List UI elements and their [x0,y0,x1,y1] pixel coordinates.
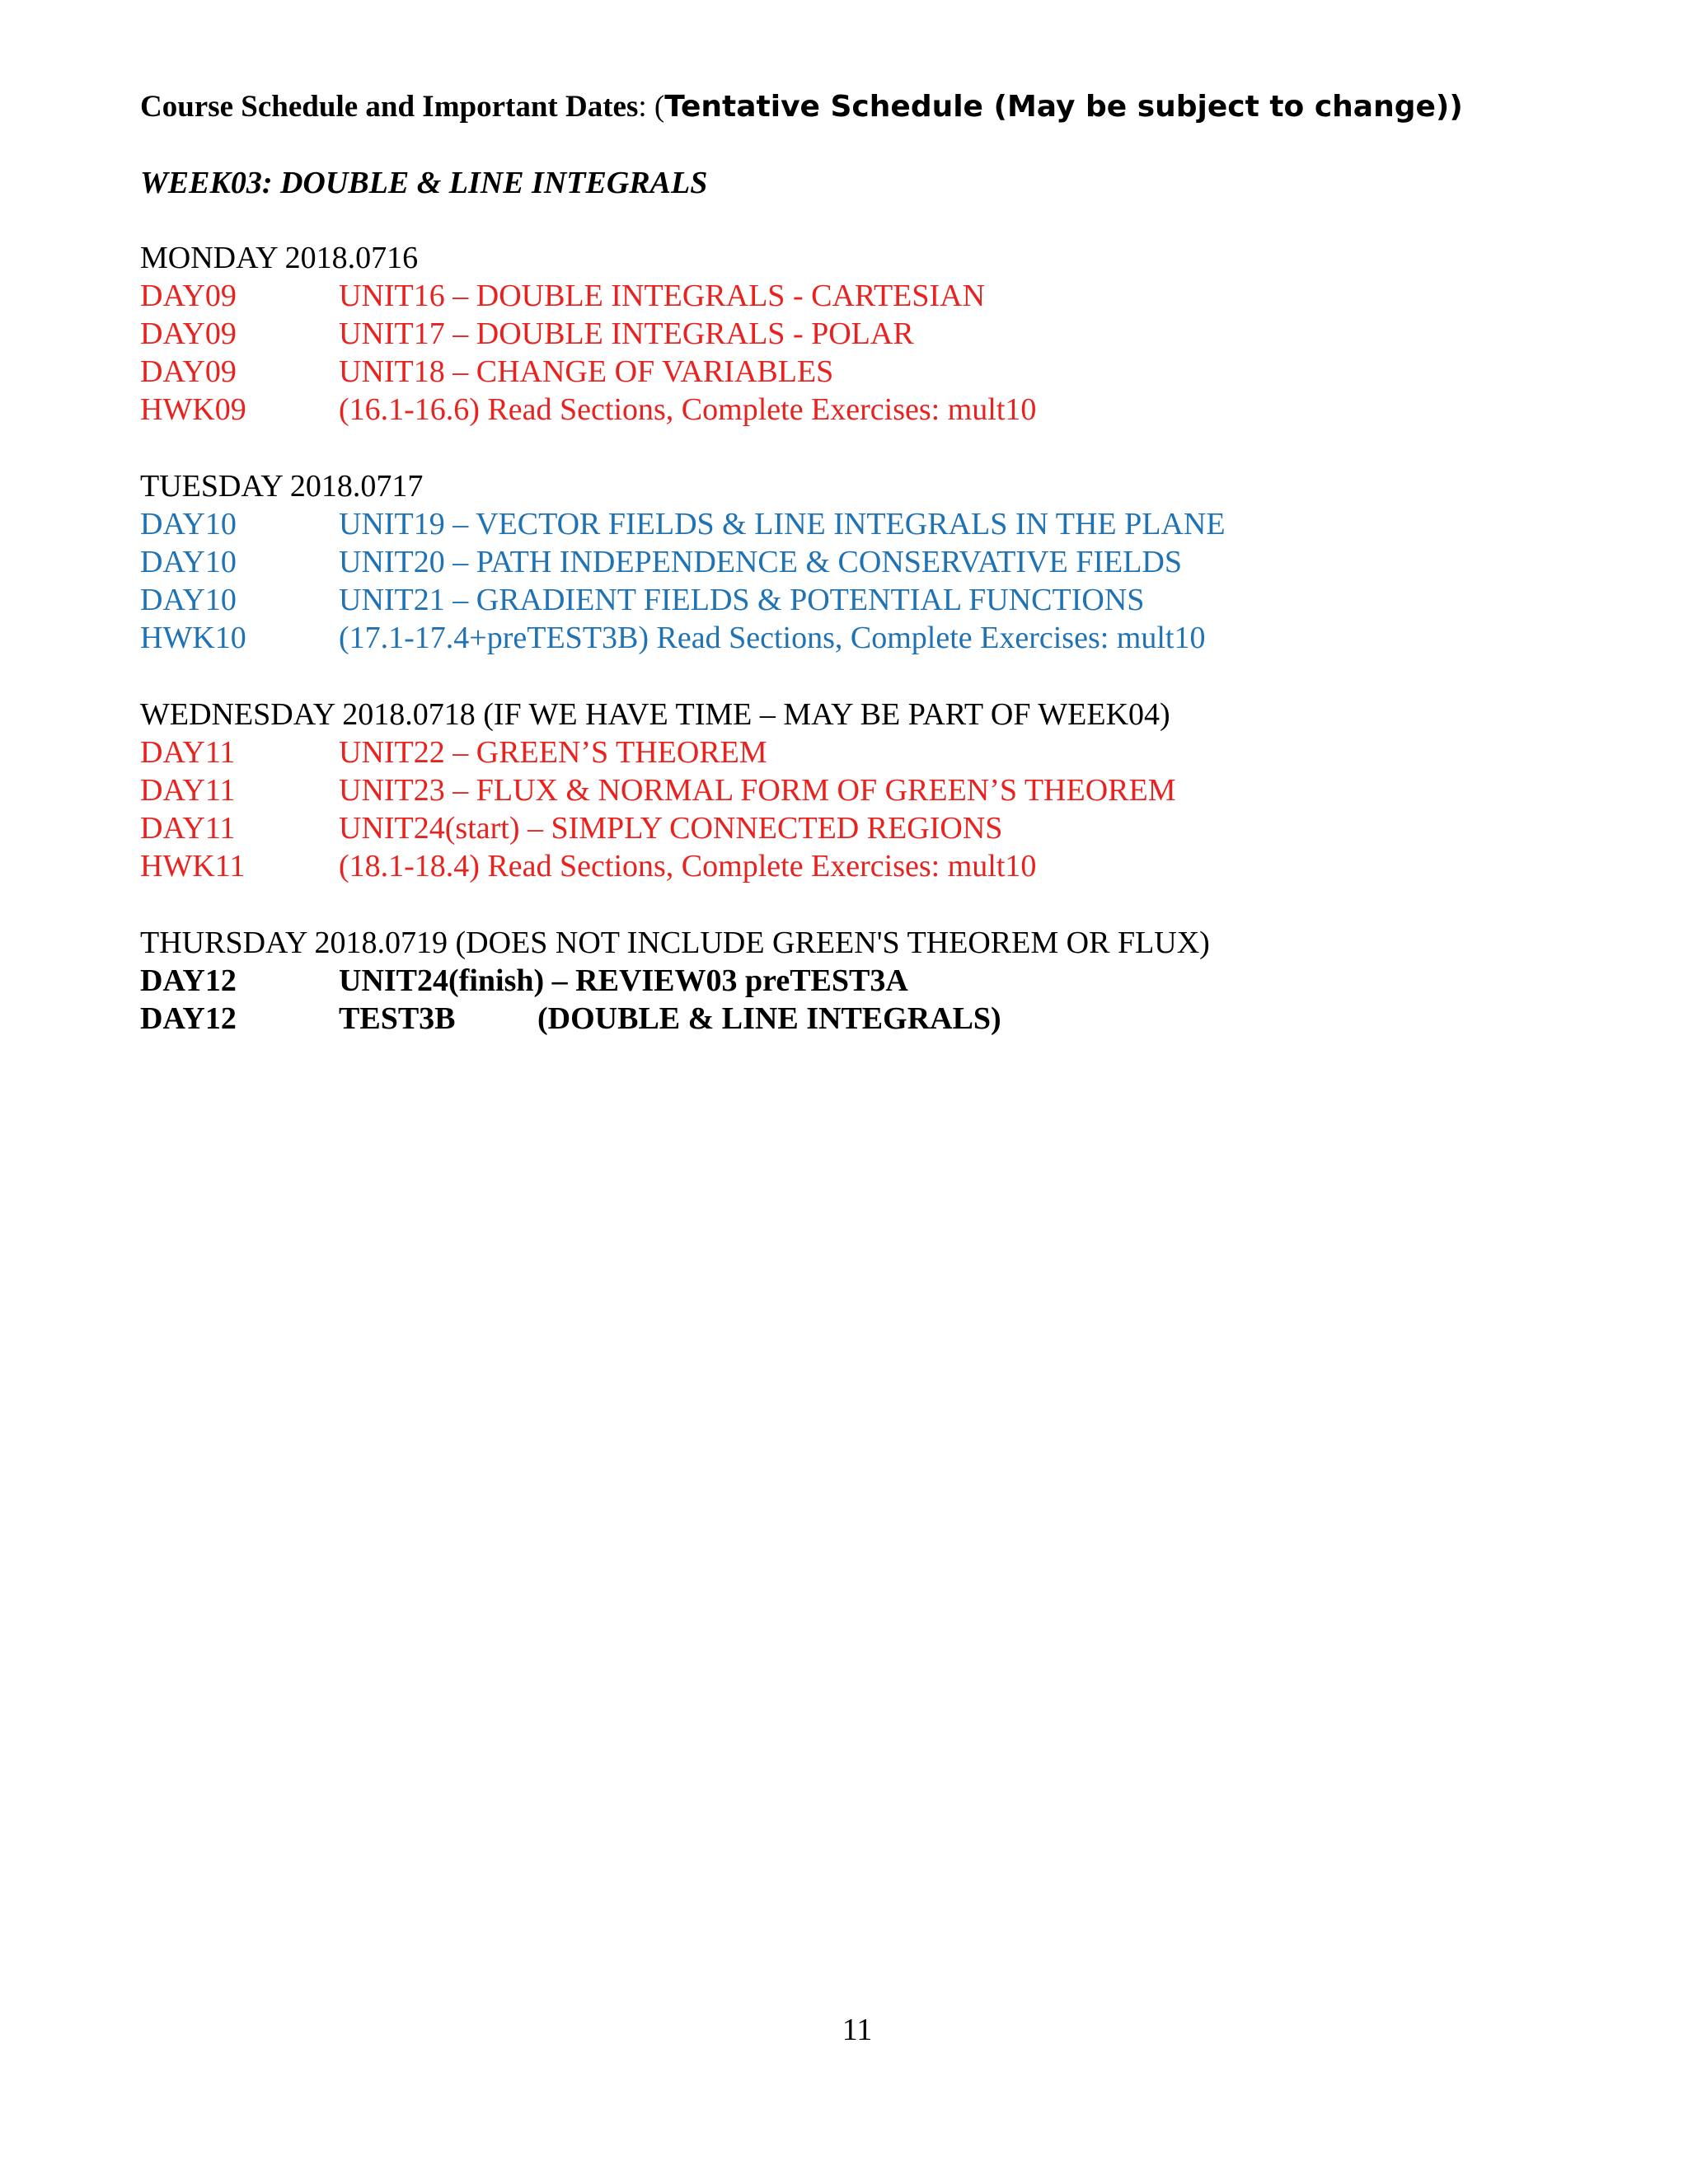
schedule-row [140,847,1170,885]
row-code: DAY10 [140,507,237,541]
schedule-row [140,771,1176,809]
schedule-row [140,353,834,391]
row-description: (17.1-17.4+preTEST3B) Read Sections, Complete Exercises: mult10 [339,621,1206,655]
row-description: UNIT17 – DOUBLE INTEGRALS - POLAR [339,316,914,351]
row-description: UNIT24(start) – SIMPLY CONNECTED REGIONS [339,811,1003,846]
day-heading: TUESDAY 2018.0717 [140,469,424,504]
schedule-row [140,619,1206,657]
row-code: DAY11 [140,735,236,770]
row-code: DAY10 [140,583,237,617]
row-code: DAY12 [140,1001,237,1036]
row-description: (16.1-16.6) Read Sections, Complete Exercises: mult10 [339,392,1037,427]
row-description: UNIT16 – DOUBLE INTEGRALS - CARTESIAN [339,279,986,313]
day-heading: MONDAY 2018.0716 [140,241,419,275]
day-block-wednesday [140,696,1176,885]
day-heading: THURSDAY 2018.0719 (DOES NOT INCLUDE GREEN'S THEOREM OR FLUX) [140,926,1210,960]
schedule-row [140,391,1037,429]
row-description: UNIT21 – GRADIENT FIELDS & POTENTIAL FUNCTIONS [339,583,1145,617]
week-title: WEEK03: DOUBLE & LINE INTEGRALS [140,166,708,200]
day-block-tuesday [140,467,1226,657]
row-code: DAY09 [140,354,237,389]
schedule-row [140,581,1145,619]
row-description: (18.1-18.4) Read Sections, Complete Exercises: mult10 [339,849,1037,883]
schedule-heading [140,86,1463,129]
day-heading: WEDNESDAY 2018.0718 (IF WE HAVE TIME – MAY BE PART OF WEEK04) [140,697,1170,732]
schedule-row [140,543,1182,581]
row-description: UNIT22 – GREEN’S THEOREM [339,735,767,770]
row-description: UNIT23 – FLUX & NORMAL FORM OF GREEN’S THEOREM [339,773,1176,808]
row-description: UNIT18 – CHANGE OF VARIABLES [339,354,834,389]
row-code: DAY10 [140,545,237,579]
page-number: 11 [842,2013,873,2047]
row-code: DAY09 [140,279,237,313]
schedule-row [140,809,1170,847]
schedule-row [140,315,914,353]
row-code: DAY12 [140,963,237,998]
row-extra: (DOUBLE & LINE INTEGRALS) [537,1001,1001,1036]
day-block-monday [140,239,1037,429]
row-description: UNIT19 – VECTOR FIELDS & LINE INTEGRALS IN THE PLANE [339,507,1226,541]
row-description: UNIT24(finish) – REVIEW03 preTEST3A [339,963,908,998]
day-block-thursday [140,924,1210,1038]
schedule-row [140,505,1226,543]
schedule-row [140,733,1170,771]
schedule-row [140,962,1210,1000]
row-description: UNIT20 – PATH INDEPENDENCE & CONSERVATIVE FIELDS [339,545,1182,579]
row-code: HWK10 [140,621,246,655]
schedule-row [140,1000,1210,1038]
schedule-heading-separator: : ( [638,90,665,124]
schedule-row [140,277,986,315]
row-code: HWK11 [140,849,246,883]
row-code: DAY11 [140,773,236,808]
tentative-note: Tentative Schedule (May be subject to change)) [664,90,1463,124]
row-code: HWK09 [140,392,246,427]
schedule-heading-lead: Course Schedule and Important Dates [140,90,639,124]
row-code: DAY09 [140,316,237,351]
row-description: TEST3B [339,1001,456,1036]
row-code: DAY11 [140,811,236,846]
